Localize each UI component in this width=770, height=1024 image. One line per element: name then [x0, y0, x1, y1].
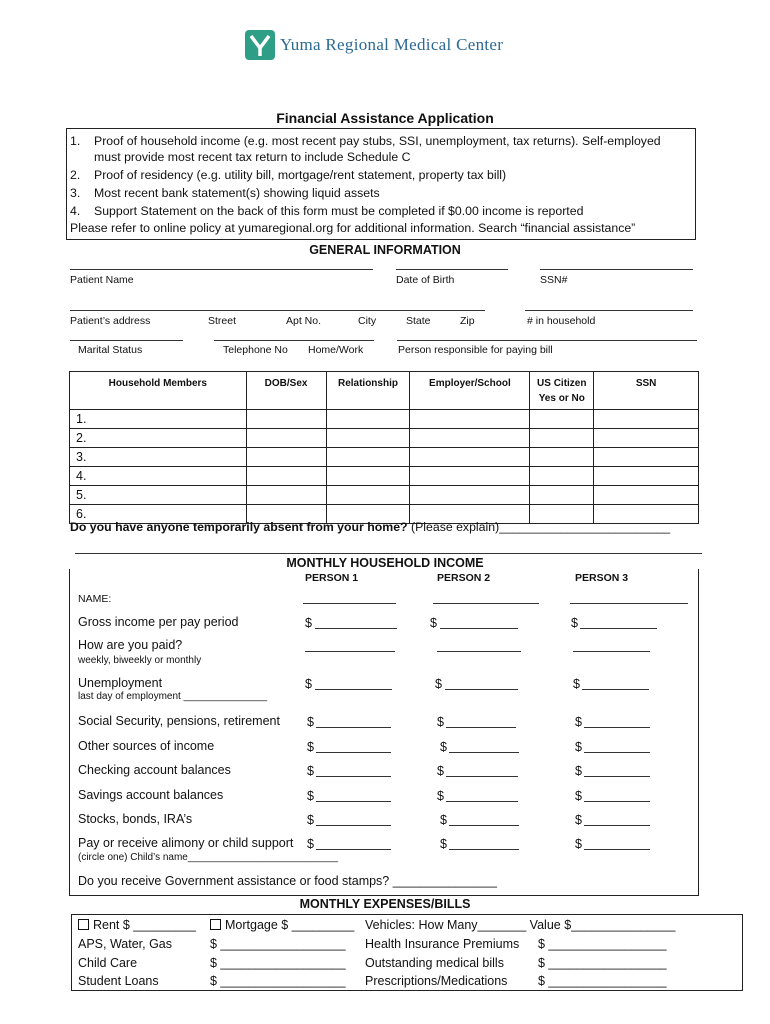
student-loans-label: Student Loans: [78, 974, 159, 988]
unemp-p3[interactable]: [582, 689, 649, 690]
col-header: Household Members: [70, 372, 247, 410]
health-amount[interactable]: $ _________________: [538, 937, 667, 951]
table-row[interactable]: 6.: [70, 505, 699, 524]
rent-field[interactable]: Rent $ _________: [78, 918, 196, 932]
dollar-sign: $: [307, 837, 314, 851]
dollar-sign: $: [305, 616, 312, 630]
table-row[interactable]: 2.: [70, 429, 699, 448]
marital-field[interactable]: [70, 340, 183, 341]
general-info-heading: GENERAL INFORMATION: [309, 243, 461, 257]
table-row[interactable]: 5.: [70, 486, 699, 505]
dollar-sign: $: [437, 715, 444, 729]
city-label: City: [358, 315, 377, 327]
alimony-p2[interactable]: [449, 849, 519, 850]
name-field-p2[interactable]: [433, 603, 539, 604]
dollar-sign: $: [437, 764, 444, 778]
table-row[interactable]: 3.: [70, 448, 699, 467]
dollar-sign: $: [571, 616, 578, 630]
responsible-field[interactable]: [397, 340, 697, 341]
student-loans-amount[interactable]: $ __________________: [210, 974, 346, 988]
stocks-p1[interactable]: [316, 825, 391, 826]
col-header: Employer/School: [410, 372, 530, 410]
dollar-sign: $: [575, 740, 582, 754]
dollar-sign: $: [307, 740, 314, 754]
person-1-header: PERSON 1: [305, 572, 359, 584]
col-header: Relationship: [326, 372, 410, 410]
medical-amount[interactable]: $ _________________: [538, 956, 667, 970]
gov-assistance-question: Do you receive Government assistance or food stamps? _______________: [78, 874, 498, 888]
dollar-sign: $: [307, 813, 314, 827]
unemployment-label: Unemployment: [78, 676, 163, 690]
child-care-amount[interactable]: $ __________________: [210, 956, 346, 970]
checking-p1[interactable]: [316, 776, 391, 777]
stocks-label: Stocks, bonds, IRA’s: [78, 812, 193, 826]
household-table: [69, 371, 699, 524]
phone-field[interactable]: [214, 340, 374, 341]
dollar-sign: $: [575, 715, 582, 729]
yrmc-logo-icon: [245, 30, 275, 60]
person-2-header: PERSON 2: [437, 572, 491, 584]
how-paid-p2[interactable]: [437, 651, 521, 652]
unemp-p1[interactable]: [315, 689, 392, 690]
income-heading: MONTHLY HOUSEHOLD INCOME: [286, 556, 484, 570]
medical-label: Outstanding medical bills: [365, 956, 504, 970]
marital-label: Marital Status: [78, 344, 143, 356]
gross-p1[interactable]: [315, 628, 397, 629]
ssn-field[interactable]: [540, 269, 693, 270]
requirement-1-cont: must provide most recent tax return to include Schedule C: [94, 150, 411, 164]
home-work-label: Home/Work: [308, 344, 364, 356]
social-p1[interactable]: [316, 727, 391, 728]
col-header-citizen: US Citizen Yes or No: [530, 372, 594, 410]
how-paid-sub: weekly, biweekly or monthly: [78, 655, 202, 666]
ssn-label: SSN#: [540, 274, 568, 286]
table-row[interactable]: 1.: [70, 410, 699, 429]
vehicles-field[interactable]: Vehicles: How Many_______ Value $_______________: [365, 918, 676, 932]
requirement-1: 1. Proof of household income (e.g. most recent pay stubs, SSI, unemployment, tax returns). Self-employed: [70, 134, 661, 148]
dollar-sign: $: [435, 677, 442, 691]
mortgage-field[interactable]: Mortgage $ _________: [210, 918, 354, 932]
dollar-sign: $: [440, 837, 447, 851]
col-header: SSN: [594, 372, 699, 410]
other-p2[interactable]: [449, 752, 519, 753]
patient-name-label: Patient Name: [70, 274, 134, 286]
dob-label: Date of Birth: [396, 274, 455, 286]
how-paid-p1[interactable]: [305, 651, 395, 652]
requirement-4: 4. Support Statement on the back of this form must be completed if $0.00 income is reported: [70, 204, 584, 218]
dollar-sign: $: [575, 789, 582, 803]
aps-label: APS, Water, Gas: [78, 937, 173, 951]
street-label: Street: [208, 315, 237, 327]
health-label: Health Insurance Premiums: [365, 937, 520, 951]
unemp-p2[interactable]: [445, 689, 518, 690]
state-label: State: [406, 315, 431, 327]
address-label: Patient’s address: [70, 315, 151, 327]
zip-label: Zip: [460, 315, 475, 327]
savings-label: Savings account balances: [78, 788, 224, 802]
responsible-label: Person responsible for paying bill: [398, 344, 553, 356]
absent-question: Do you have anyone temporarily absent from your home? (Please explain)_________________________: [70, 520, 671, 534]
checking-p2[interactable]: [446, 776, 518, 777]
household-count-field[interactable]: [525, 310, 693, 311]
requirement-3: 3. Most recent bank statement(s) showing liquid assets: [70, 186, 380, 200]
table-row[interactable]: 4.: [70, 467, 699, 486]
gross-p2[interactable]: [440, 628, 518, 629]
name-field-p3[interactable]: [570, 603, 688, 604]
child-care-label: Child Care: [78, 956, 138, 970]
dollar-sign: $: [575, 837, 582, 851]
name-field-p1[interactable]: [303, 603, 396, 604]
savings-p2[interactable]: [446, 801, 518, 802]
dollar-sign: $: [305, 677, 312, 691]
name-label: NAME:: [78, 593, 112, 605]
dollar-sign: $: [307, 789, 314, 803]
other-label: Other sources of income: [78, 739, 215, 753]
dollar-sign: $: [440, 813, 447, 827]
household-count-label: # in household: [527, 315, 596, 327]
phone-label: Telephone No: [223, 344, 288, 356]
absent-explain-field[interactable]: [75, 553, 702, 554]
alimony-sub: (circle one) Child’s name___________________________: [78, 852, 339, 863]
dollar-sign: $: [575, 764, 582, 778]
apt-label: Apt No.: [286, 315, 322, 327]
policy-note: Please refer to online policy at yumaregional.org for additional information. Search “financial assistance”: [70, 221, 636, 235]
alimony-p3[interactable]: [584, 849, 650, 850]
checkbox-icon[interactable]: [78, 919, 89, 930]
social-p2[interactable]: [446, 727, 516, 728]
how-paid-label: How are you paid?: [78, 638, 183, 652]
dollar-sign: $: [430, 616, 437, 630]
checking-label: Checking account balances: [78, 763, 231, 777]
stocks-p3[interactable]: [584, 825, 650, 826]
patient-name-field[interactable]: [70, 269, 373, 270]
other-p1[interactable]: [316, 752, 391, 753]
person-3-header: PERSON 3: [575, 572, 629, 584]
stocks-p2[interactable]: [449, 825, 519, 826]
gross-p3[interactable]: [580, 628, 657, 629]
org-name: Yuma Regional Medical Center: [280, 35, 504, 54]
col-header: DOB/Sex: [246, 372, 326, 410]
social-label: Social Security, pensions, retirement: [78, 714, 280, 728]
expenses-heading: MONTHLY EXPENSES/BILLS: [299, 897, 471, 911]
page-title: Financial Assistance Application: [276, 110, 494, 126]
dollar-sign: $: [440, 740, 447, 754]
other-p3[interactable]: [584, 752, 650, 753]
dollar-sign: $: [307, 715, 314, 729]
how-paid-p3[interactable]: [573, 651, 650, 652]
dob-field[interactable]: [396, 269, 508, 270]
savings-p1[interactable]: [316, 801, 391, 802]
requirement-2: 2. Proof of residency (e.g. utility bill, mortgage/rent statement, property tax bill): [70, 168, 507, 182]
alimony-p1[interactable]: [316, 849, 391, 850]
aps-amount[interactable]: $ __________________: [210, 937, 346, 951]
dollar-sign: $: [573, 677, 580, 691]
rx-amount[interactable]: $ _________________: [538, 974, 667, 988]
savings-p3[interactable]: [584, 801, 650, 802]
dollar-sign: $: [307, 764, 314, 778]
alimony-label: Pay or receive alimony or child support: [78, 836, 294, 850]
dollar-sign: $: [437, 789, 444, 803]
unemployment-sub: last day of employment _______________: [78, 691, 268, 702]
address-field[interactable]: [70, 310, 485, 311]
dollar-sign: $: [575, 813, 582, 827]
checkbox-icon[interactable]: [210, 919, 221, 930]
rx-label: Prescriptions/Medications: [365, 974, 508, 988]
checking-p3[interactable]: [584, 776, 650, 777]
gross-label: Gross income per pay period: [78, 615, 239, 629]
social-p3[interactable]: [584, 727, 650, 728]
